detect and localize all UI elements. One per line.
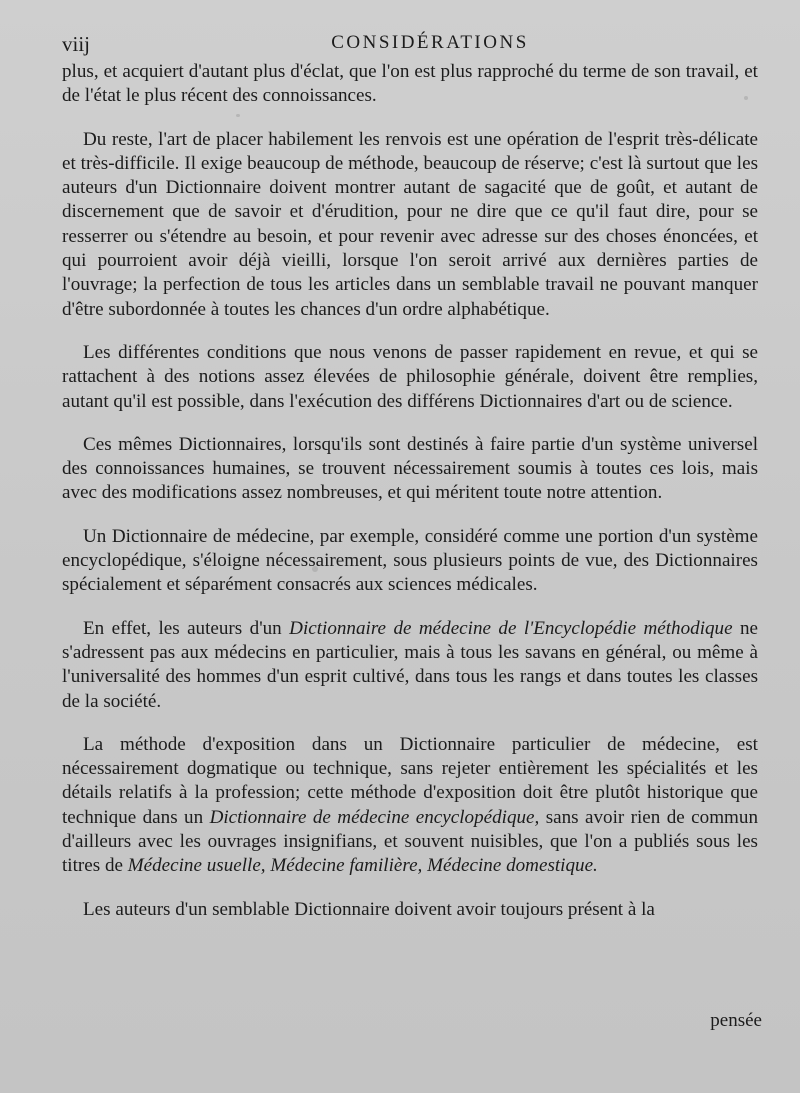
text-run: Un Dictionnaire de médecine, par exemple, considéré comme une portion d'un système encyclopédique, s'éloigne nécessairement, sous plusieurs points de vue, des Dictionnaires spécialement et séparément consacrés aux sciences médicales. — [62, 525, 758, 596]
text-run: En effet, les auteurs d'un — [83, 617, 290, 639]
text-run: ne s'adressent pas aux médecins en particulier, mais à tous les savans en général, ou même à l'universalité des hommes d'un esprit cultivé, dans tous les rangs et dans toutes les classes de la société. — [62, 617, 759, 712]
page-number: viij — [62, 32, 91, 56]
paragraph — [62, 341, 758, 414]
paragraph — [62, 128, 758, 322]
text-run: Les auteurs d'un semblable Dictionnaire doivent avoir toujours présent à la — [83, 898, 655, 920]
paragraph — [62, 898, 758, 922]
page-header — [62, 32, 758, 60]
text-run: Du reste, l'art de placer habilement les renvois est une opération de l'esprit très-délicate et très-difficile. Il exige beaucoup de méthode, beaucoup de réserve; c'est là surtout que les auteurs d'un Dictionnaire doivent montrer autant de sagacité que de goût, et autant de discernement que de savoir et d'érudition, pour ne dire que ce qu'il faut dire, pour se resserrer ou s'étendre au besoin, et pour revenir avec adresse sur des choses énoncées, et qui pourroient avoir déjà vieilli, lorsque l'on seroit arrivé aux dernières parties de l'ouvrage; la perfection de tous les articles dans un semblable travail ne pouvant manquer d'être subordonnée à toutes les chances d'un ordre alphabétique. — [62, 128, 758, 320]
text-run: plus, et acquiert d'autant plus d'éclat, que l'on est plus rapproché du terme de son travail, et de l'état le plus récent des connoissances. — [62, 61, 758, 107]
text-run: La méthode d'exposition dans un Dictionnaire particulier de médecine, est nécessairement dogmatique ou technique, sans rejeter entièrement les spécialités et les détails relatifs à la profession; cette méthode d'exposition doit être plutôt historique que technique dans un — [62, 733, 758, 828]
text-run: Ces mêmes Dictionnaires, lorsqu'ils sont destinés à faire partie d'un système universel des connoissances humaines, se trouvent nécessairement soumis à toutes ces lois, mais avec des modifications assez nombreuses, et qui méritent toute notre attention. — [62, 433, 758, 504]
paragraph — [62, 617, 758, 714]
paragraph — [62, 433, 758, 506]
running-title: CONSIDÉRATIONS — [331, 32, 529, 53]
italic-title: Médecine usuelle, Médecine familière, Médecine domestique. — [127, 855, 598, 877]
paragraph — [62, 60, 758, 109]
paragraph — [62, 525, 758, 598]
italic-title: Dictionnaire de médecine encyclopédique, — [209, 806, 540, 828]
text-run: Les différentes conditions que nous venons de passer rapidement en revue, et qui se rattachent à des notions assez élevées de philosophie générale, doivent être remplies, autant qu'il est possible, dans l'exécution des différens Dictionnaires d'art ou de science. — [62, 341, 758, 412]
catchword: pensée — [710, 1010, 762, 1031]
text-run: sans avoir rien de commun d'ailleurs avec les ouvrages insignifians, et souvent nuisibles, que l'on a publiés sous les titres de — [62, 806, 758, 877]
paragraph — [62, 733, 758, 879]
body-text — [62, 60, 758, 922]
italic-title: Dictionnaire de médecine de l'Encyclopédie méthodique — [289, 617, 733, 639]
